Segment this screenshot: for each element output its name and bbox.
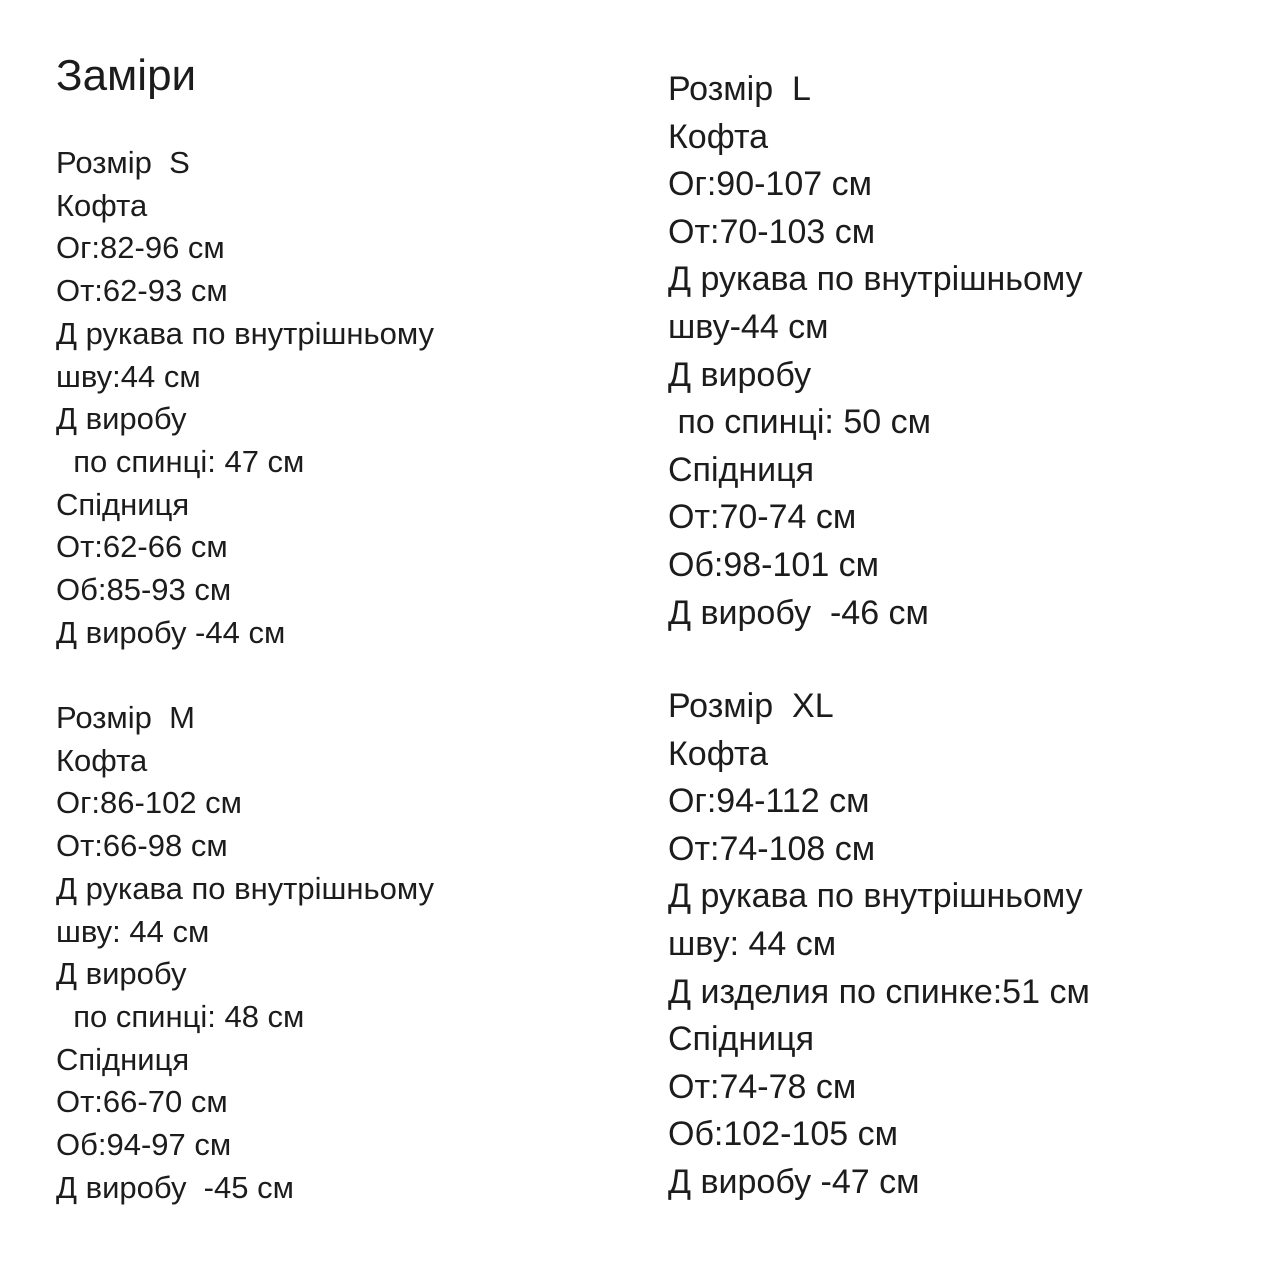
measurement-line: От:70-103 см [668, 212, 876, 251]
measurement-line: Д виробу [56, 401, 187, 437]
measurement-line: Д виробу -47 см [668, 1162, 920, 1201]
measurement-line: Спідниця [668, 450, 815, 489]
measurement-line: Об:85-93 см [56, 572, 232, 608]
measurement-line: Д виробу [668, 355, 812, 394]
measurement-line: Д рукава по внутрішньому [668, 877, 1083, 916]
measurement-line: От:74-108 см [668, 829, 876, 868]
measurement-line: Об:94-97 см [56, 1127, 232, 1163]
measurement-line: Спідниця [56, 1041, 190, 1077]
measurement-line: От:66-98 см [56, 828, 228, 864]
measurement-line: От:66-70 см [56, 1084, 228, 1120]
measurement-line: Кофта [668, 117, 769, 156]
measurement-line: От:70-74 см [668, 498, 857, 537]
measurement-line: по спинці: 48 см [56, 998, 305, 1034]
measurement-line: Д изделия по спинке:51 см [668, 972, 1090, 1011]
measurement-line: шву:44 см [56, 358, 201, 394]
measurement-line: Д рукава по внутрішньому [56, 315, 435, 351]
measurement-line: Д виробу -45 см [56, 1169, 294, 1205]
size-heading: Розмір XL [668, 687, 834, 725]
measurement-line: Ог:82-96 см [56, 230, 225, 266]
measurement-line: Спідниця [668, 1020, 815, 1059]
page-title: Заміри [56, 51, 197, 100]
size-l-block [668, 66, 1083, 637]
measurement-line: шву-44 см [668, 307, 829, 346]
measurement-line: Об:98-101 см [668, 545, 880, 584]
size-s-block [56, 142, 434, 654]
measurement-line: От:62-93 см [56, 273, 228, 309]
measurement-line: Д рукава по внутрішньому [56, 870, 435, 906]
size-heading: Розмір M [56, 700, 195, 735]
measurement-line: Д рукава по внутрішньому [668, 260, 1083, 299]
measurement-line: Спідниця [56, 486, 190, 522]
measurement-line: Об:102-105 см [668, 1115, 898, 1154]
measurement-line: Д виробу [56, 956, 187, 992]
measurement-line: шву: 44 см [668, 924, 837, 963]
measurement-line: Д виробу -46 см [668, 593, 929, 632]
measurement-line: по спинці: 47 см [56, 443, 305, 479]
measurement-line: Д виробу -44 см [56, 614, 286, 650]
size-heading: Розмір S [56, 145, 190, 180]
measurement-line: Ог:86-102 см [56, 785, 242, 821]
measurement-line: Ог:90-107 см [668, 165, 872, 204]
measurement-line: От:74-78 см [668, 1067, 857, 1106]
measurement-line: Кофта [56, 187, 148, 223]
size-m-block [56, 697, 434, 1209]
measurement-line: шву: 44 см [56, 913, 210, 949]
measurement-line: по спинці: 50 см [668, 403, 931, 442]
measurement-line: Ог:94-112 см [668, 782, 870, 821]
measurement-line: Кофта [56, 742, 148, 778]
size-heading: Розмір L [668, 70, 811, 108]
measurement-line: Кофта [668, 734, 769, 773]
measurement-line: От:62-66 см [56, 529, 228, 565]
size-xl-block [668, 683, 1090, 1207]
